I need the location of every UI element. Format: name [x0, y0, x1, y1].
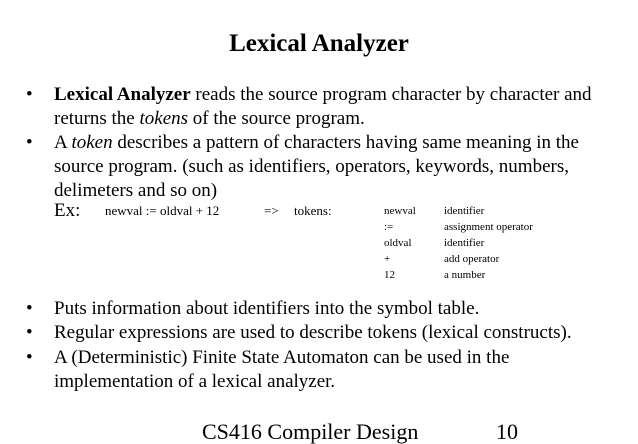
example-statement: newval := oldval + 12	[105, 203, 220, 218]
bullet-dot: •	[26, 132, 33, 153]
page-number: 10	[496, 419, 518, 444]
token-lexeme: oldval	[384, 237, 412, 249]
bold-term: Lexical Analyzer	[54, 84, 191, 105]
token-lexeme: 12	[384, 269, 395, 281]
token-kind: add operator	[444, 253, 500, 265]
course-name: CS416 Compiler Design	[202, 419, 419, 444]
token-lexeme: +	[384, 253, 391, 265]
token-lexeme: :=	[384, 221, 394, 233]
italic-term: token	[71, 132, 113, 153]
slide-title: Lexical Analyzer	[229, 30, 409, 57]
token-kind: assignment operator	[444, 221, 533, 233]
bullet-dot: •	[26, 298, 33, 319]
token-kind: identifier	[444, 237, 485, 249]
italic-term: tokens	[139, 108, 189, 129]
token-kind: a number	[444, 269, 486, 281]
example-arrow: =>	[264, 203, 279, 218]
example-label: Ex:	[54, 200, 81, 221]
token-kind: identifier	[444, 205, 485, 217]
bullet-dot: •	[26, 347, 33, 368]
bullet-dot: •	[26, 84, 33, 105]
token-lexeme: newval	[384, 205, 416, 217]
slide: Lexical Analyzer • Lexical Analyzer reads the source program character by character and returns the tokens of the source program. • A token describes a pattern of characters having same meaning in the source program. (such as identifiers, operators, keywords, numbers, delimeters and so on) Ex: newval := oldval + 12 => tokens: newval identifier := assignment operator oldval identifier + add operator 12 a number • Puts information about identifiers into the symbol table. • Regular expressions are used to describe tokens (lexical constructs). • A (Deterministic) Finite State Automaton can be used in the implementation of a lexical analyzer. CS416 Compiler Design 10	[0, 0, 638, 442]
tokens-label: tokens:	[294, 203, 332, 218]
bullet-dot: •	[26, 322, 33, 343]
